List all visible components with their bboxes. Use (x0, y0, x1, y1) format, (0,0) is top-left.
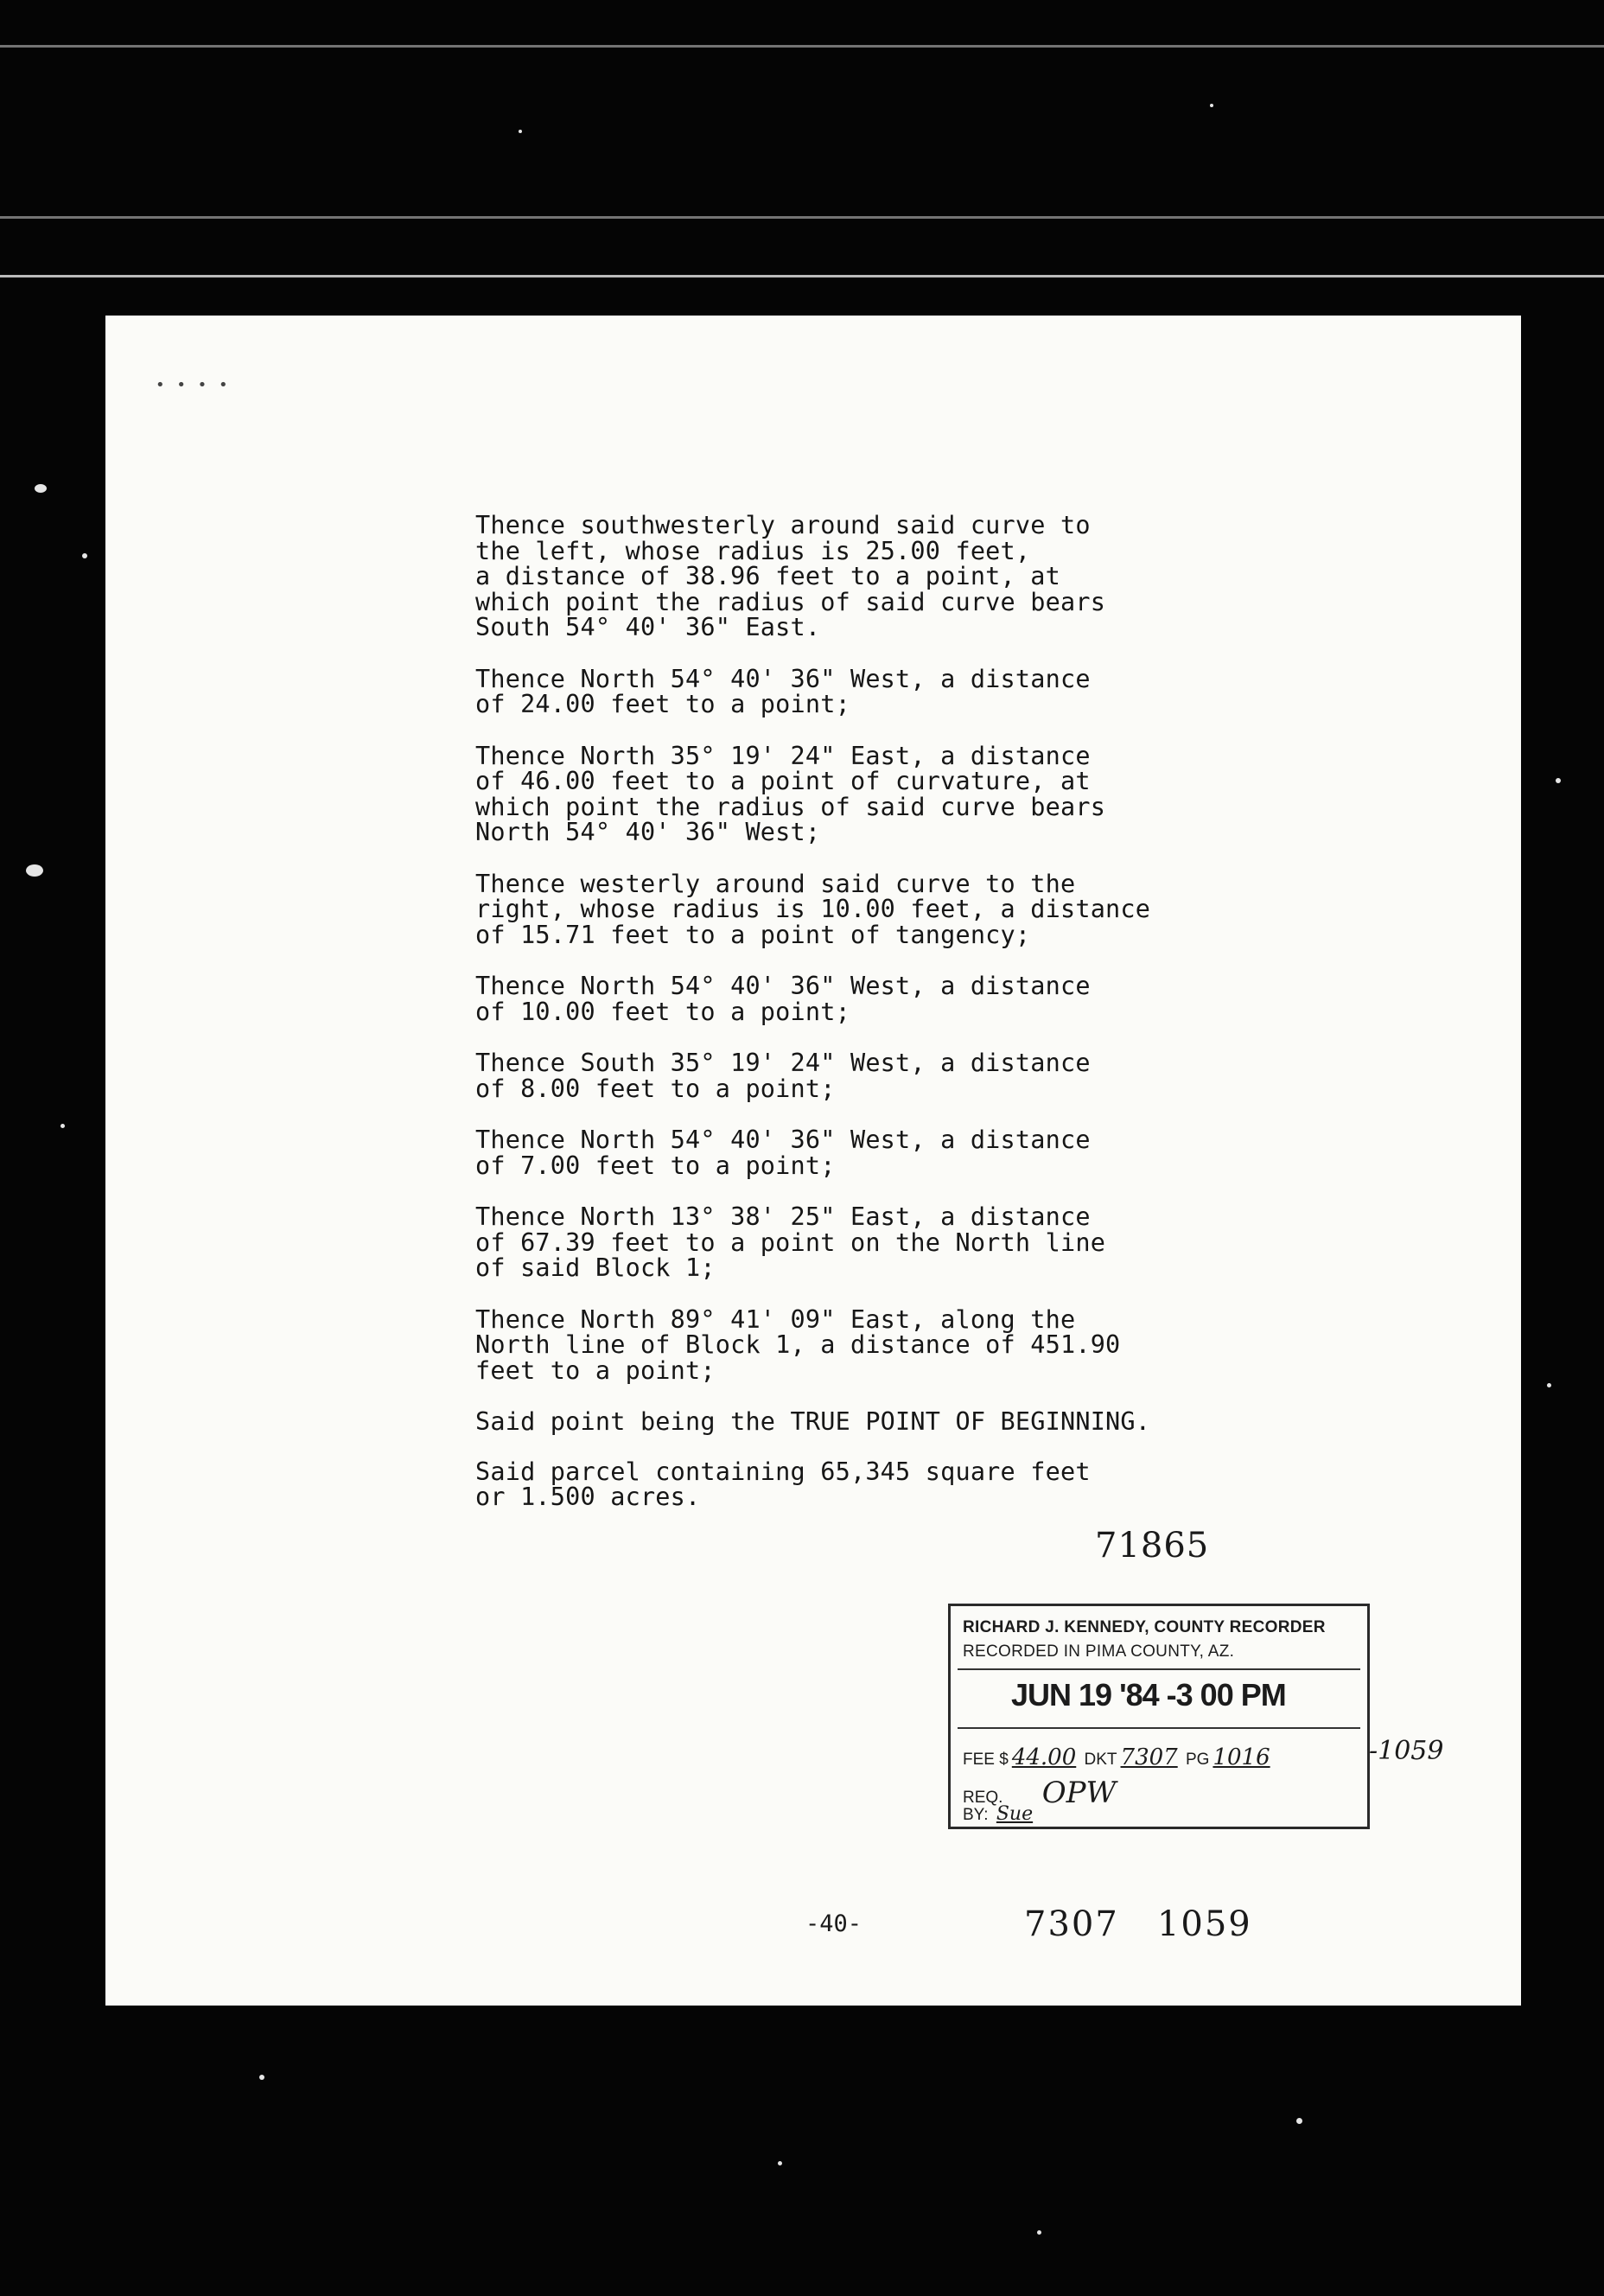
scan-speck (60, 1124, 65, 1128)
text-line: Thence North 89° 41' 09" East, along the (475, 1304, 1076, 1334)
document-number: 71865 (1095, 1526, 1210, 1566)
book-number: 7307 (1024, 1904, 1119, 1944)
text-line: Thence North 54° 40' 36" West, a distance (475, 1126, 1091, 1154)
paragraph-11 (475, 1459, 1340, 1510)
text-line: of 7.00 feet to a point; (475, 1151, 836, 1180)
text-line: North line of Block 1, a distance of 451.90 (475, 1330, 1121, 1359)
stamp-date-time: JUN 19 '84 -3 00 PM (1011, 1677, 1286, 1712)
paragraph-7 (475, 1127, 1340, 1178)
fee-value: 44.00 (1011, 1744, 1077, 1770)
text-line: feet to a point; (475, 1355, 716, 1385)
dkt-value: 7307 (1120, 1744, 1178, 1770)
pg-value: 1016 (1213, 1744, 1270, 1770)
text-line: a distance of 38.96 feet to a point, at (475, 562, 1060, 590)
page-reference-number: 1059 (1156, 1904, 1252, 1944)
document-page (105, 316, 1521, 2006)
paragraph-1 (475, 513, 1340, 641)
scanner-band-line-bottom (0, 216, 1604, 219)
req-value: OPW (1041, 1776, 1117, 1810)
text-line: of 67.39 feet to a point on the North line (475, 1228, 1106, 1257)
stamp-recorded-in: RECORDED IN PIMA COUNTY, AZ. (963, 1642, 1235, 1661)
handwritten-page-extension: -1059 (1369, 1736, 1444, 1766)
scan-speck (259, 2075, 264, 2080)
paragraph-6 (475, 1050, 1340, 1101)
text-line: Thence westerly around said curve to the (475, 869, 1076, 898)
by-label: BY: (963, 1806, 989, 1824)
req-label: REQ. (963, 1789, 1003, 1807)
paragraph-8 (475, 1204, 1340, 1281)
pg-label: PG (1185, 1751, 1210, 1769)
text-line: Said point being the TRUE POINT OF BEGINNING. (475, 1407, 1151, 1436)
text-line: of 24.00 feet to a point; (475, 690, 850, 718)
paragraph-5 (475, 973, 1340, 1024)
dkt-label: DKT (1084, 1751, 1117, 1769)
book-page-reference (1024, 1904, 1252, 1944)
scan-speck (1037, 2230, 1041, 2235)
scan-speck (1210, 104, 1213, 107)
scan-speck (1556, 778, 1561, 783)
scan-speck (82, 553, 87, 558)
corner-mark-dots: • • • • (156, 376, 232, 394)
scan-speck (35, 484, 47, 493)
text-line: Thence southwesterly around said curve to (475, 511, 1091, 539)
stamp-divider (958, 1668, 1360, 1670)
text-line: which point the radius of said curve bears (475, 587, 1106, 616)
text-line: Thence South 35° 19' 24" West, a distance (475, 1049, 1091, 1077)
paragraph-9 (475, 1304, 1340, 1385)
scanner-band-line-edge (0, 275, 1604, 277)
paragraph-4 (475, 871, 1340, 948)
scan-speck (778, 2161, 782, 2165)
recorder-stamp (948, 1604, 1370, 1829)
text-line: of 46.00 feet to a point of curvature, at (475, 767, 1091, 795)
text-line: Said parcel containing 65,345 square feet (475, 1457, 1091, 1486)
stamp-recorder-name: RICHARD J. KENNEDY, COUNTY RECORDER (963, 1618, 1326, 1636)
scan-speck (519, 130, 522, 133)
text-line: which point the radius of said curve bears (475, 792, 1106, 821)
text-line: of said Block 1; (475, 1253, 716, 1282)
scanner-band-line-top (0, 45, 1604, 48)
paragraph-3 (475, 743, 1340, 845)
stamp-by-row (963, 1803, 1036, 1825)
fee-label: FEE $ (963, 1751, 1009, 1769)
paragraph-10 (475, 1409, 1340, 1435)
text-line: South 54° 40' 36" East. (475, 613, 821, 641)
by-value: Sue (996, 1803, 1034, 1825)
text-line: the left, whose radius is 25.00 feet, (475, 536, 1031, 565)
text-line: Thence North 54° 40' 36" West, a distance (475, 972, 1091, 1000)
text-line: Thence North 35° 19' 24" East, a distance (475, 741, 1091, 770)
stamp-fee-row (963, 1744, 1274, 1770)
scan-speck (1547, 1383, 1551, 1387)
text-line: Thence North 13° 38' 25" East, a distance (475, 1202, 1091, 1231)
text-line: right, whose radius is 10.00 feet, a distance (475, 895, 1151, 923)
scan-speck (1296, 2118, 1302, 2124)
text-line: or 1.500 acres. (475, 1483, 701, 1511)
text-line: of 15.71 feet to a point of tangency; (475, 920, 1031, 949)
paragraph-2 (475, 666, 1340, 718)
text-line: of 8.00 feet to a point; (475, 1074, 836, 1103)
text-line: of 10.00 feet to a point; (475, 997, 850, 1026)
text-line: Thence North 54° 40' 36" West, a distance (475, 664, 1091, 693)
legal-description-body (475, 513, 1340, 1536)
stamp-divider (958, 1727, 1360, 1729)
page-number: -40- (805, 1910, 862, 1937)
scan-speck (26, 864, 43, 877)
text-line: North 54° 40' 36" West; (475, 818, 821, 846)
